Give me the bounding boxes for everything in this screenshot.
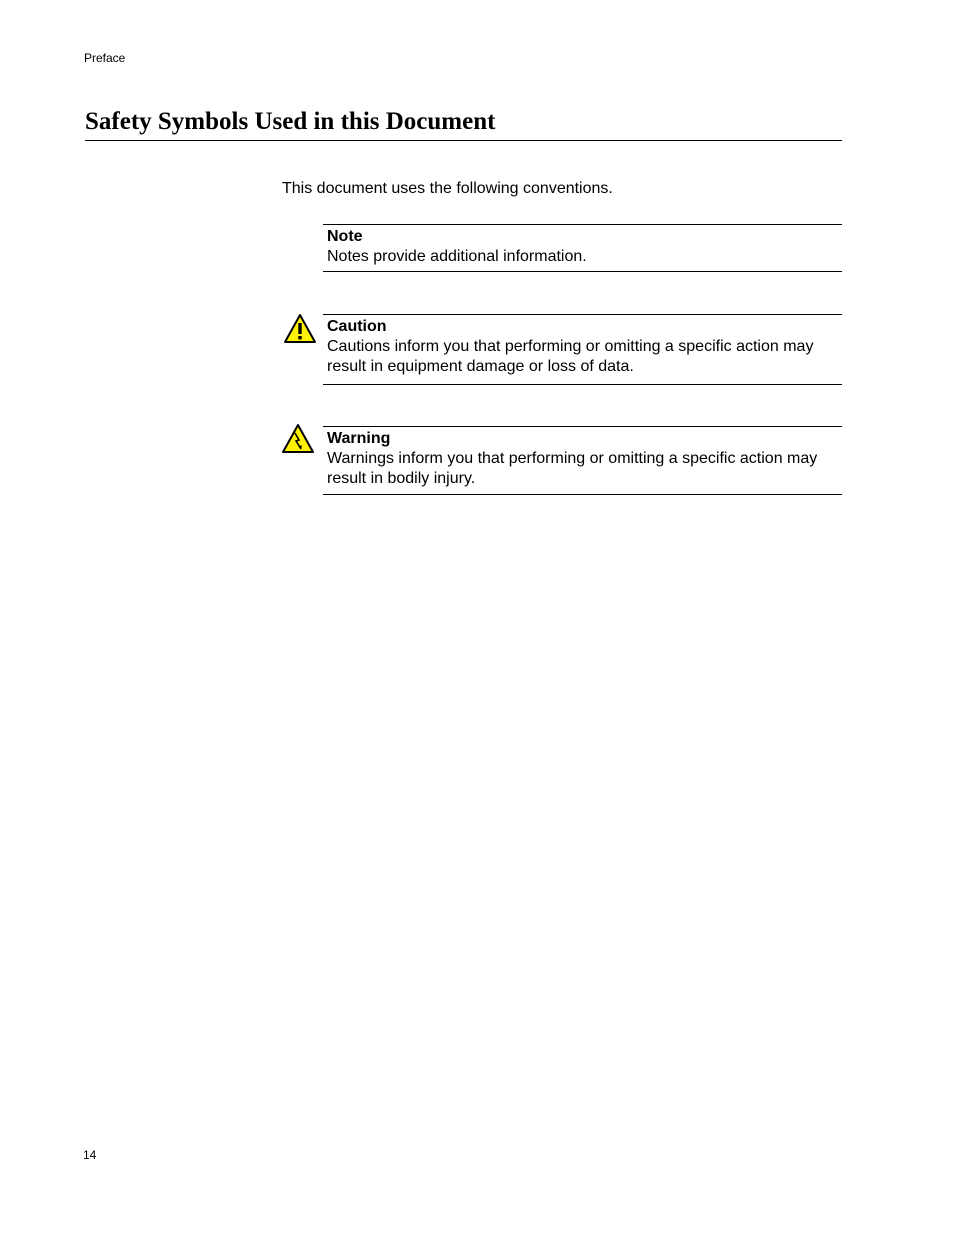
caution-body: Cautions inform you that performing or omitting a specific action may result in equipment damage or loss of data. bbox=[327, 338, 814, 375]
title-rule bbox=[85, 140, 842, 141]
electric-shock-triangle-icon bbox=[281, 423, 315, 454]
running-header: Preface bbox=[84, 51, 126, 65]
note-title: Note bbox=[327, 228, 363, 245]
caution-callout bbox=[323, 314, 842, 385]
note-callout bbox=[323, 224, 842, 272]
page-number: 14 bbox=[83, 1148, 97, 1162]
page-title: Safety Symbols Used in this Document bbox=[85, 108, 496, 135]
caution-triangle-icon bbox=[283, 313, 317, 344]
note-body: Notes provide additional information. bbox=[327, 248, 587, 265]
warning-callout bbox=[323, 426, 842, 495]
warning-body: Warnings inform you that performing or omitting a specific action may result in bodily injury. bbox=[327, 450, 818, 487]
intro-text: This document uses the following conventions. bbox=[282, 180, 613, 197]
caution-title: Caution bbox=[327, 318, 387, 335]
warning-title: Warning bbox=[327, 430, 391, 447]
